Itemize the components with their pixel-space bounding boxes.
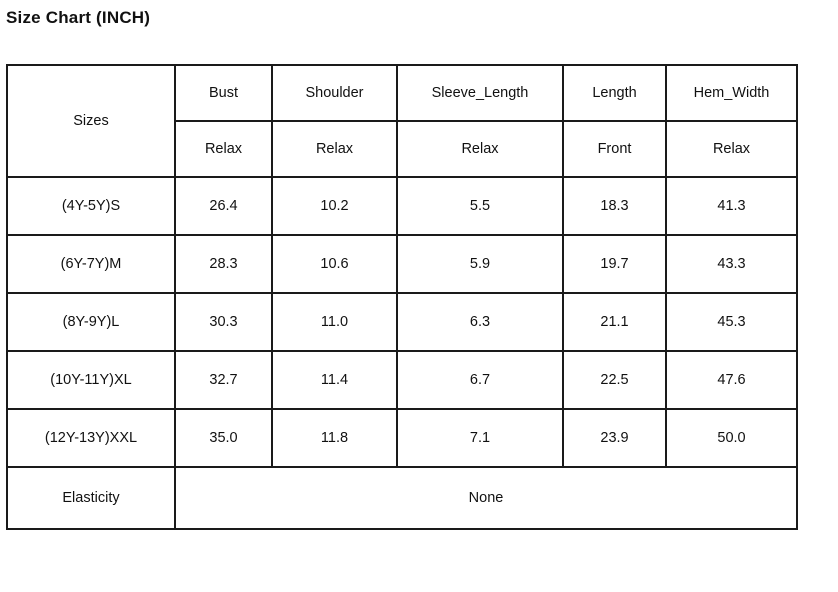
cell-bust: 26.4 [175, 177, 272, 235]
cell-size: (8Y-9Y)L [7, 293, 175, 351]
cell-sleeve-length: 6.7 [397, 351, 563, 409]
table-row [7, 409, 797, 467]
header-cell-sizes: Sizes [7, 65, 175, 177]
cell-size: (4Y-5Y)S [7, 177, 175, 235]
cell-size: (10Y-11Y)XL [7, 351, 175, 409]
cell-length: 18.3 [563, 177, 666, 235]
cell-bust: 30.3 [175, 293, 272, 351]
cell-hem-width: 43.3 [666, 235, 797, 293]
cell-bust: 28.3 [175, 235, 272, 293]
cell-hem-width: 47.6 [666, 351, 797, 409]
cell-length: 23.9 [563, 409, 666, 467]
elasticity-label: Elasticity [7, 467, 175, 529]
header-cell-shoulder: Shoulder [272, 65, 397, 121]
measure-cell-shoulder: Relax [272, 121, 397, 177]
page-title: Size Chart (INCH) [6, 8, 151, 27]
table-row [7, 351, 797, 409]
cell-shoulder: 11.8 [272, 409, 397, 467]
cell-hem-width: 45.3 [666, 293, 797, 351]
cell-shoulder: 10.2 [272, 177, 397, 235]
table-row [7, 235, 797, 293]
cell-sleeve-length: 6.3 [397, 293, 563, 351]
table-row [7, 293, 797, 351]
cell-shoulder: 10.6 [272, 235, 397, 293]
measure-cell-hem-width: Relax [666, 121, 797, 177]
cell-bust: 35.0 [175, 409, 272, 467]
header-cell-length: Length [563, 65, 666, 121]
size-chart-table-wrapper [6, 64, 796, 530]
elasticity-value: None [175, 467, 797, 529]
cell-length: 22.5 [563, 351, 666, 409]
table-header-row [7, 65, 797, 121]
size-chart-table [6, 64, 798, 530]
cell-bust: 32.7 [175, 351, 272, 409]
measure-cell-length: Front [563, 121, 666, 177]
cell-hem-width: 41.3 [666, 177, 797, 235]
cell-length: 19.7 [563, 235, 666, 293]
cell-sleeve-length: 5.9 [397, 235, 563, 293]
cell-shoulder: 11.4 [272, 351, 397, 409]
measure-cell-bust: Relax [175, 121, 272, 177]
cell-hem-width: 50.0 [666, 409, 797, 467]
table-elasticity-row [7, 467, 797, 529]
cell-sleeve-length: 7.1 [397, 409, 563, 467]
header-cell-hem-width: Hem_Width [666, 65, 797, 121]
header-cell-sleeve-length: Sleeve_Length [397, 65, 563, 121]
header-cell-bust: Bust [175, 65, 272, 121]
measure-cell-sleeve-length: Relax [397, 121, 563, 177]
cell-sleeve-length: 5.5 [397, 177, 563, 235]
cell-shoulder: 11.0 [272, 293, 397, 351]
table-row [7, 177, 797, 235]
cell-size: (12Y-13Y)XXL [7, 409, 175, 467]
cell-length: 21.1 [563, 293, 666, 351]
cell-size: (6Y-7Y)M [7, 235, 175, 293]
